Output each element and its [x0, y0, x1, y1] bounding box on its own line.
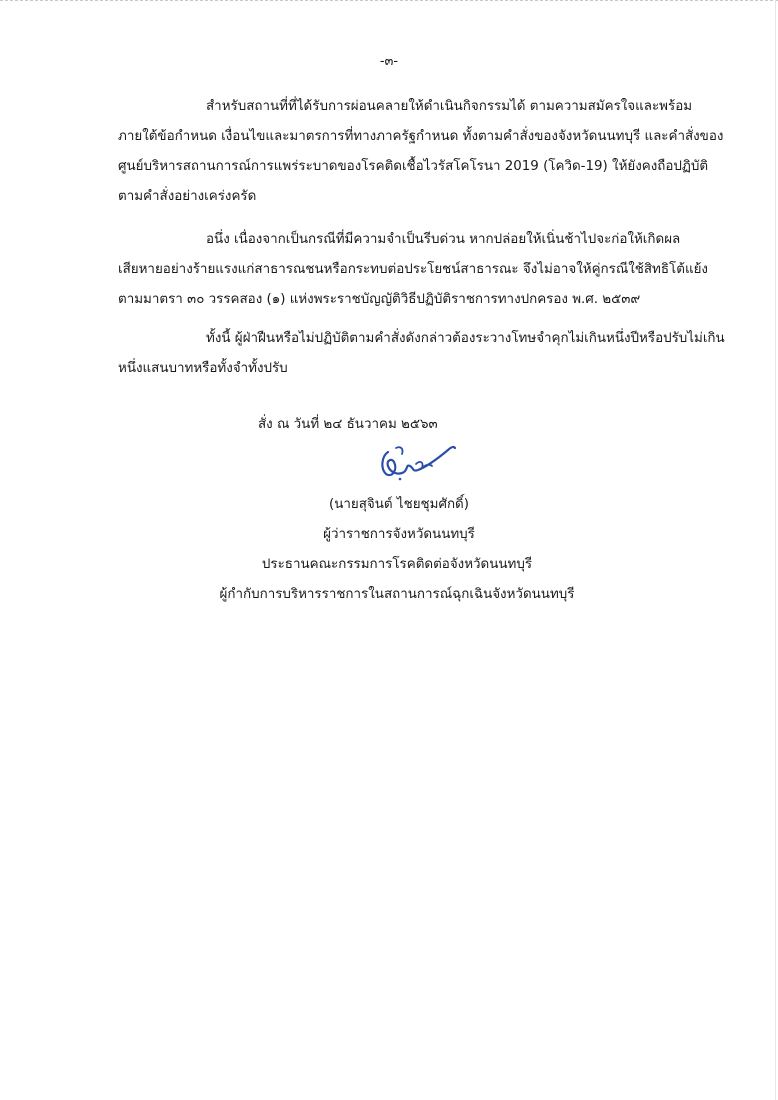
signatory-title: ผู้กำกับการบริหารราชการในสถานการณ์ฉุกเฉินจังหวัดนนทบุรี: [219, 587, 575, 602]
order-date: สั่ง ณ วันที่ ๒๔ ธันวาคม ๒๕๖๓: [258, 417, 438, 432]
paragraph-penalty: [118, 324, 725, 384]
signatory-block: [0, 490, 778, 610]
paragraph-line: ศูนย์บริหารสถานการณ์การแพร่ระบาดของโรคติดเชื้อไวรัสโคโรนา 2019 (โควิด-19) ให้ยังคงถือปฏิบัติ: [118, 159, 709, 174]
paragraph-line: อนึ่ง เนื่องจากเป็นกรณีที่มีความจำเป็นรีบด่วน หากปล่อยให้เนิ่นช้าไปจะก่อให้เกิดผล: [206, 232, 681, 247]
paragraph-urgency: [118, 225, 722, 315]
paragraph-line: หนึ่งแสนบาทหรือทั้งจำทั้งปรับ: [118, 361, 288, 376]
paragraph-line: สำหรับสถานที่ที่ได้รับการผ่อนคลายให้ดำเนินกิจกรรมได้ ตามความสมัครใจและพร้อม: [206, 99, 693, 114]
paragraph-line: เสียหายอย่างร้ายแรงแก่สาธารณชนหรือกระทบต่อประโยชน์สาธารณะ จึงไม่อาจให้คู่กรณีใช้สิทธิโต้แย้ง: [118, 262, 708, 277]
signatory-name: (นายสุจินต์ ไชยชุมศักดิ์): [329, 497, 469, 512]
signatory-title: ผู้ว่าราชการจังหวัดนนทบุรี: [323, 527, 475, 542]
handwritten-signature: [376, 438, 458, 482]
paragraph-relaxed-venues: [118, 92, 722, 212]
page-number: -๓-: [379, 54, 399, 69]
paragraph-line: ภายใต้ข้อกำหนด เงื่อนไขและมาตรการที่ทางภาครัฐกำหนด ทั้งตามคำสั่งของจังหวัดนนทบุรี และคำสั่งของ: [118, 129, 724, 144]
scan-edge-top: [0, 0, 778, 6]
signatory-title: ประธานคณะกรรมการโรคติดต่อจังหวัดนนทบุรี: [261, 557, 533, 572]
paragraph-line: ตามมาตรา ๓๐ วรรคสอง (๑) แห่งพระราชบัญญัติวิธีปฏิบัติราชการทางปกครอง พ.ศ. ๒๕๓๙: [118, 292, 641, 307]
paragraph-line: ตามคำสั่งอย่างเคร่งครัด: [118, 189, 257, 204]
paragraph-line: ทั้งนี้ ผู้ฝ่าฝืนหรือไม่ปฏิบัติตามคำสั่งดังกล่าวต้องระวางโทษจำคุกไม่เกินหนึ่งปีหรือปรับไม่เกิน: [206, 331, 725, 346]
